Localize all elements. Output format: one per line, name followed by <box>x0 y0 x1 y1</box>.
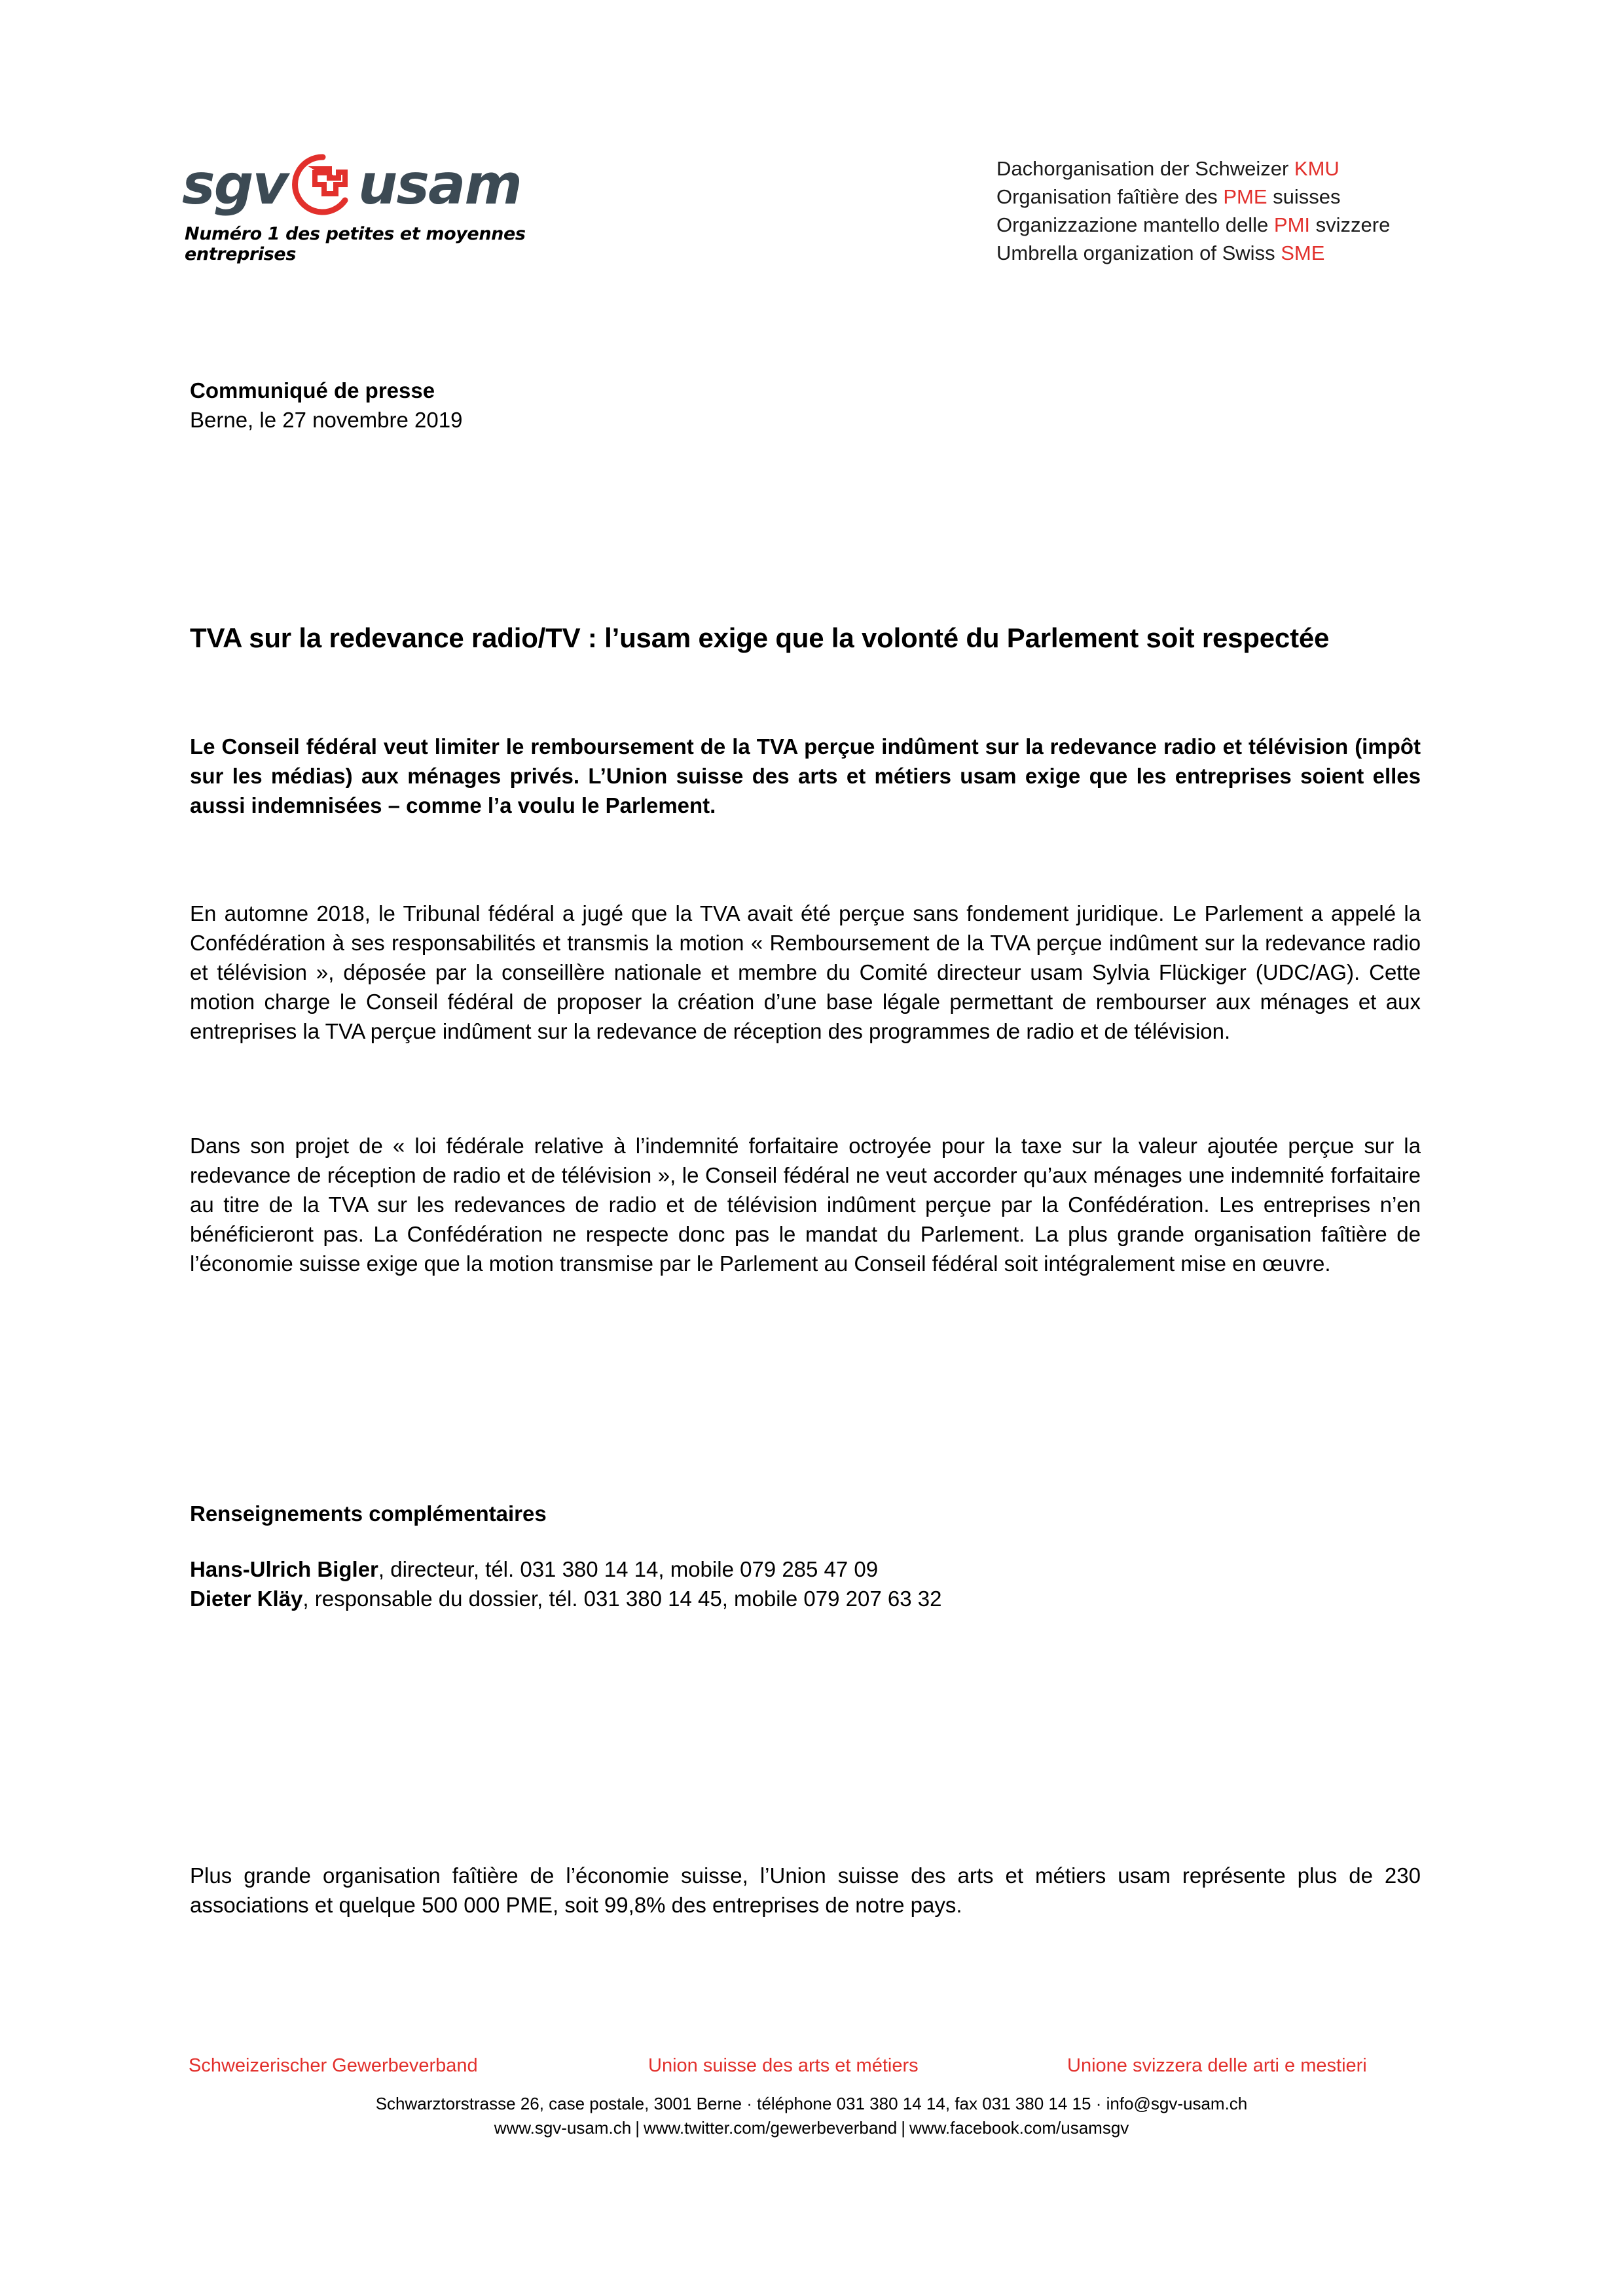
document-header <box>0 149 1623 274</box>
link-website[interactable]: www.sgv-usam.ch <box>494 2118 632 2138</box>
logo-tagline: Numéro 1 des petites et moyennes entreprises <box>185 224 526 264</box>
footer-org-name-fr: Union suisse des arts et métiers <box>648 2055 919 2076</box>
logo-word-sgv: sgv <box>182 152 287 217</box>
contacts-heading: Renseignements complémentaires <box>190 1501 547 1526</box>
logo-wordmark <box>182 149 601 220</box>
footer-organization-names <box>0 2055 1623 2087</box>
footer-org-name-de: Schweizerischer Gewerbeverband <box>189 2055 478 2076</box>
lang-line-it <box>996 211 1390 239</box>
lang-line-en <box>996 239 1390 267</box>
document-type-label: Communiqué de presse <box>190 378 435 403</box>
lang-fr-suffix: suisses <box>1267 185 1341 208</box>
page-title: TVA sur la redevance radio/TV : l’usam exige que la volonté du Parlement soit respectée <box>190 622 1330 654</box>
lang-de-acronym: KMU <box>1294 157 1340 180</box>
lang-en-acronym: SME <box>1281 242 1325 264</box>
contact-person-2-name: Dieter Kläy <box>190 1587 303 1611</box>
document-footer <box>0 2055 1623 2140</box>
multilingual-org-descriptor <box>996 154 1390 267</box>
sgv-usam-logo <box>182 149 601 264</box>
lang-it-suffix: svizzere <box>1310 213 1391 236</box>
lang-line-fr <box>996 183 1390 211</box>
footer-separator-2: | <box>901 2118 906 2138</box>
contact-person-1 <box>190 1554 878 1584</box>
footer-address-line: Schwarztorstrasse 26, case postale, 3001 Berne · téléphone 031 380 14 14, fax 031 380 14 15 · info@sgv-usam.ch <box>375 2094 1248 2113</box>
lang-fr-prefix: Organisation faîtière des <box>996 185 1224 208</box>
contact-person-2 <box>190 1584 941 1613</box>
lang-it-prefix: Organizzazione mantello delle <box>996 213 1274 236</box>
lang-de-prefix: Dachorganisation der Schweizer <box>996 157 1294 180</box>
lang-line-de <box>996 154 1390 183</box>
footer-separator-1: | <box>635 2118 640 2138</box>
footer-links-line <box>0 2116 1623 2140</box>
dateline: Berne, le 27 novembre 2019 <box>190 408 463 432</box>
swiss-cross-circle-icon <box>291 153 354 216</box>
contact-person-1-name: Hans-Ulrich Bigler <box>190 1557 378 1581</box>
link-twitter[interactable]: www.twitter.com/gewerbeverband <box>643 2118 898 2138</box>
lang-en-prefix: Umbrella organization of Swiss <box>996 242 1281 264</box>
contact-person-2-details: , responsable du dossier, tél. 031 380 14 45, mobile 079 207 63 32 <box>302 1587 942 1611</box>
lead-paragraph: Le Conseil fédéral veut limiter le remboursement de la TVA perçue indûment sur la redevance radio et télévision (impôt sur les médias) aux ménages privés. L’Union suisse des arts et métiers usam exige que les entreprises soient elles aussi indemnisées – comme l’a voulu le Parlement. <box>190 734 1421 817</box>
organization-boilerplate: Plus grande organisation faîtière de l’économie suisse, l’Union suisse des arts et métiers usam représente plus de 230 associations et quelque 500 000 PME, soit 99,8% des entreprises de notre pays. <box>190 1863 1421 1917</box>
lang-it-acronym: PMI <box>1273 213 1311 236</box>
lang-fr-acronym: PME <box>1223 185 1267 208</box>
logo-word-usam: usam <box>357 152 521 217</box>
link-facebook[interactable]: www.facebook.com/usamsgv <box>909 2118 1129 2138</box>
body-paragraph-1: En automne 2018, le Tribunal fédéral a jugé que la TVA avait été perçue sans fondement juridique. Le Parlement a appelé la Confédération à ses responsabilités et transmis la motion « Remboursement de la TVA perçue indûment sur la redevance radio et télévision », déposée par la conseillère nationale et membre du Comité directeur usam Sylvia Flückiger (UDC/AG). Cette motion charge le Conseil fédéral de proposer la création d’une base légale permettant de rembourser aux ménages et aux entreprises la TVA perçue indûment sur la redevance de réception des programmes de radio et de télévision. <box>190 901 1421 1043</box>
contact-person-1-details: , directeur, tél. 031 380 14 14, mobile 079 285 47 09 <box>378 1557 879 1581</box>
footer-org-name-it: Unione svizzera delle arti e mestieri <box>1067 2055 1367 2076</box>
body-paragraph-2: Dans son projet de « loi fédérale relative à l’indemnité forfaitaire octroyée pour la taxe sur la valeur ajoutée perçue sur la redevance de réception de radio et de télévision », le Conseil fédéral ne veut accorder qu’aux ménages une indemnité forfaitaire au titre de la TVA sur les redevances de radio et de télévision indûment perçue par la Confédération. Les entreprises n’en bénéficieront pas. La Confédération ne respecte donc pas le mandat du Parlement. La plus grande organisation faîtière de l’économie suisse exige que la motion transmise par le Parlement au Conseil fédéral soit intégralement mise en œuvre. <box>190 1134 1421 1276</box>
